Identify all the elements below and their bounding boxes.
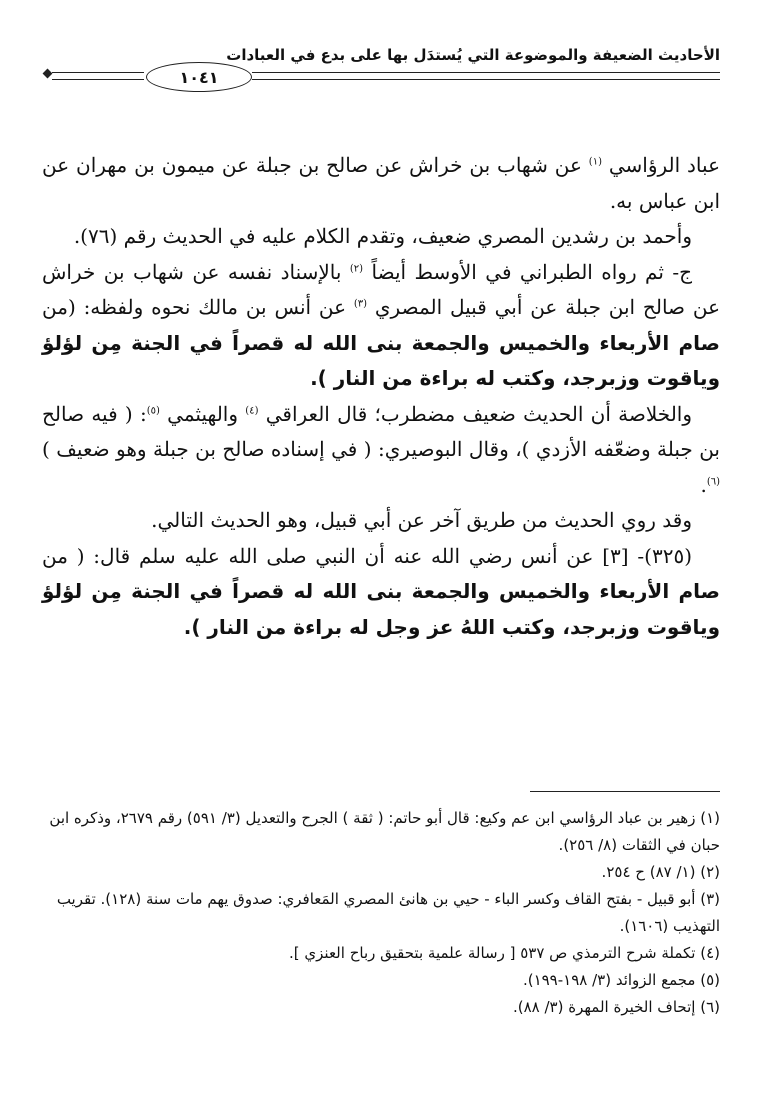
hadith-text-bold: صام الأربعاء والخميس والجمعة بنى الله له قصراً في الجنة مِن لؤلؤ وياقوت وزبرجد، وكتب اللهُ عز وجل له براءة من النار ). [42, 579, 720, 639]
footnote-4: (٤) تكملة شرح الترمذي ص ٥٣٧ [ رسالة علمية بتحقيق رباح العنزي ]. [289, 944, 720, 962]
header-rule-right [252, 72, 720, 80]
diamond-ornament-left [43, 69, 53, 79]
page-header [42, 40, 720, 100]
text-span: عن أنس بن مالك نحوه ولفظه: (من [42, 295, 347, 319]
footnote-ref-2: (٢) [349, 262, 364, 274]
paragraph-1 [42, 148, 720, 219]
footnote-ref-4: (٤) [245, 404, 259, 416]
main-text [42, 148, 720, 645]
text-span: : ( فيه صالح بن جبلة وضعّفه الأزدي )، وقال البوصيري: ( في إسناده صالح بن جبلة وهو ضعيف ) [42, 401, 720, 461]
footnotes [42, 805, 720, 1021]
paragraph-4 [42, 397, 720, 504]
paragraph-5: وقد روي الحديث من طريق آخر عن أبي قبيل، وهو الحديث التالي. [151, 508, 692, 532]
header-rule-left [52, 72, 144, 80]
footnote-2: (٢) (١/ ٨٧) ح ٢٥٤. [601, 863, 720, 881]
running-title: الأحاديث الضعيفة والموضوعة التي يُستدَل بها على بدع في العبادات [226, 46, 720, 64]
footnote-6: (٦) إتحاف الخيرة المهرة (٣/ ٨٨). [512, 998, 720, 1016]
paragraph-6 [42, 539, 720, 646]
text-span: ج- ثم رواه الطبراني في الأوسط أيضاً [371, 259, 693, 284]
footnote-ref-1: (١) [588, 156, 602, 168]
footnote-3: (٣) أبو قبيل - بفتح القاف وكسر الباء - حيي بن هانئ المصري المَعافري: صدوق يهم مات سنة (١٢٨). تقريب التهذيب (١٦٠٦). [56, 890, 720, 935]
footnote-1: (١) زهير بن عباد الرؤاسي ابن عم وكيع: قال أبو حاتم: ( ثقة ) الجرح والتعديل (٣/ ٥٩١) رقم ٢٦٧٩، وذكره ابن حبان في الثقات (٨/ ٢٥٦). [49, 809, 720, 854]
text-span: والخلاصة أن الحديث ضعيف مضطرب؛ قال العراقي [265, 401, 693, 426]
text-span: عن شهاب بن خراش عن صالح بن جبلة عن ميمون بن مهران عن ابن عباس به. [42, 153, 720, 213]
footnote-5: (٥) مجمع الزوائد (٣/ ١٩٨-١٩٩). [522, 971, 720, 989]
footnote-ref-5: (٥) [146, 404, 160, 416]
hadith-text-bold: صام الأربعاء والخميس والجمعة بنى الله له قصراً في الجنة مِن لؤلؤ وياقوت وزبرجد، وكتب له براءة من النار ). [42, 330, 720, 390]
text-span: والهيثمي [167, 401, 239, 426]
text-span: بالإسناد نفسه عن شهاب بن خراش عن صالح ابن جبلة عن أبي قبيل المصري [42, 259, 720, 319]
text-span: (٣٢٥)- [٣] عن أنس رضي الله عنه أن النبي صلى الله عليه سلم قال: ( من [42, 543, 692, 568]
page-number: ١٠٤١ [146, 62, 252, 92]
text-span: عباد الرؤاسي [608, 153, 720, 177]
paragraph-2: وأحمد بن رشدين المصري ضعيف، وتقدم الكلام عليه في الحديث رقم (٧٦). [73, 224, 692, 248]
footnote-separator [530, 791, 720, 792]
footnote-ref-6: (٦) [706, 475, 720, 487]
text-span: . [700, 472, 707, 497]
paragraph-3 [42, 255, 720, 397]
footnote-ref-3: (٣) [353, 298, 368, 310]
